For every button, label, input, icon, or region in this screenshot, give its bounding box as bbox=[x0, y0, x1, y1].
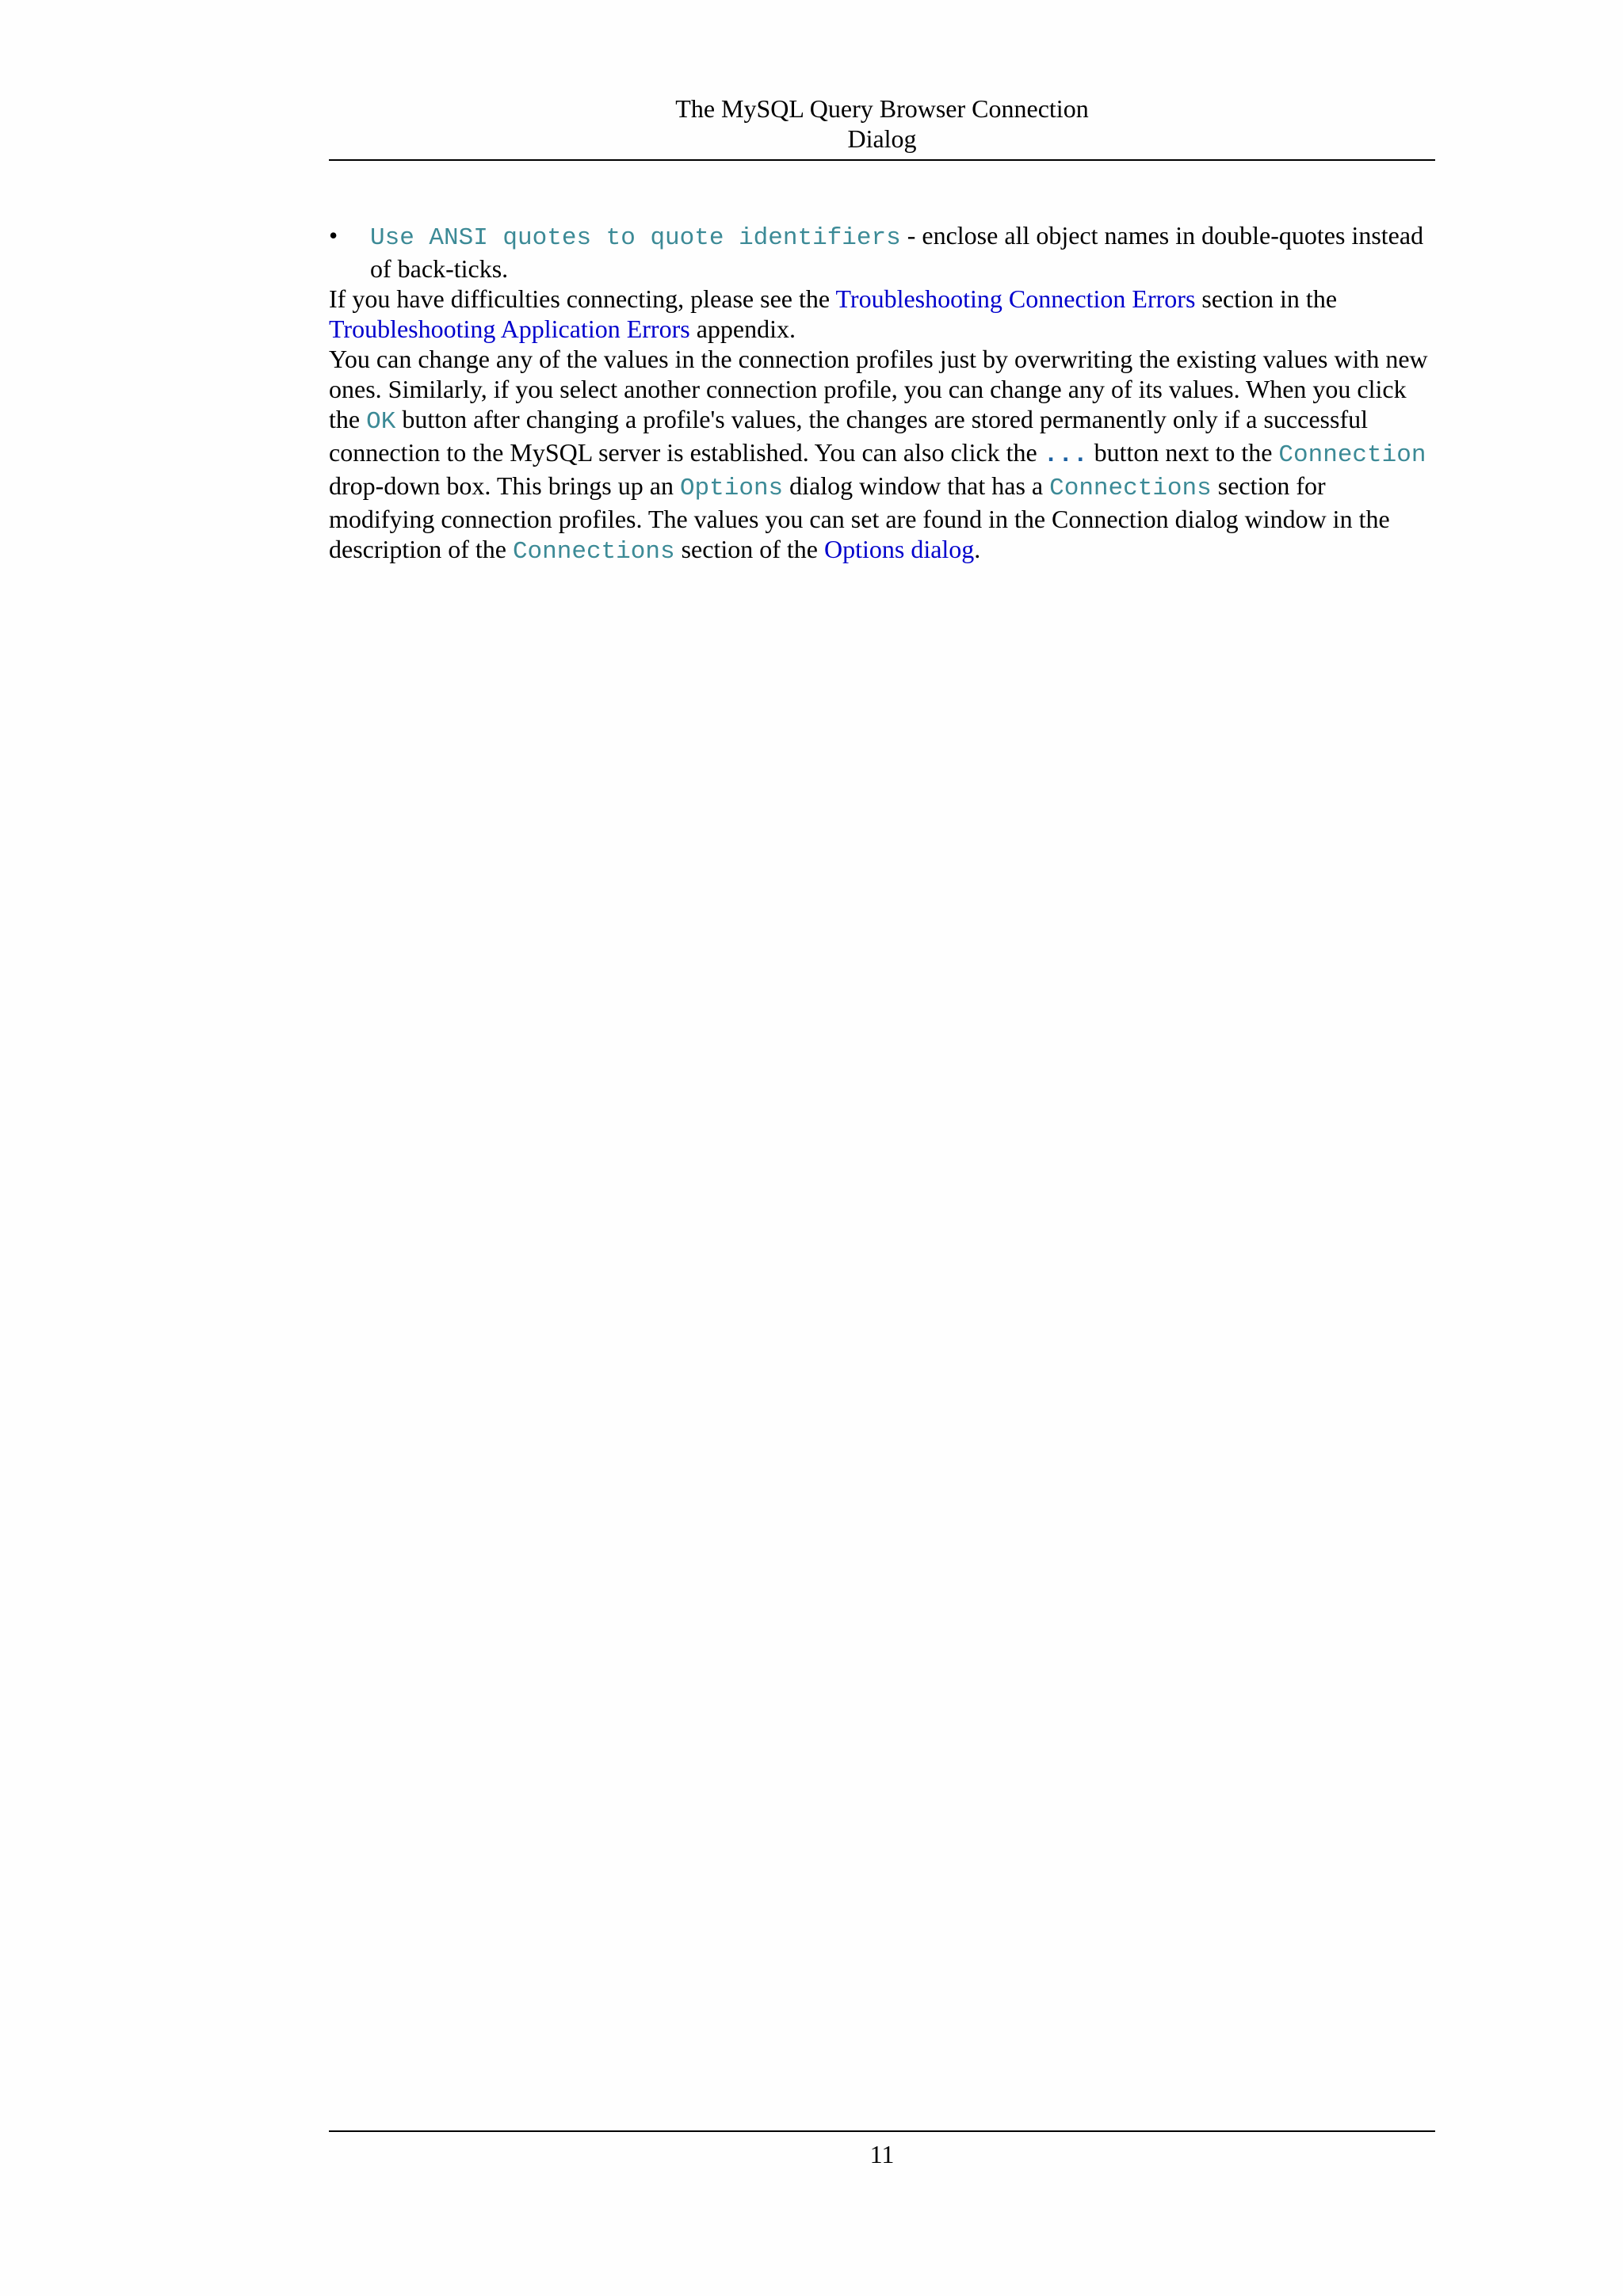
para2-text-8: . bbox=[974, 535, 981, 563]
running-header bbox=[329, 93, 1435, 154]
para1-text-2: section in the bbox=[1195, 284, 1338, 313]
para2-text-1: You can change any of the values in the connection profiles just by overwriting the existing values with new ones. Similarly, if you select another connection profile, you can change any of its values. When you click the bbox=[329, 345, 1428, 433]
para2-text-2: button after changing a profile's values, the changes are stored permanently only if a successful connection to the MySQL server is established. You can also click the bbox=[329, 405, 1368, 467]
para2-text-5: dialog window that has a bbox=[783, 471, 1050, 500]
link-troubleshooting-connection-errors[interactable]: Troubleshooting Connection Errors bbox=[835, 284, 1196, 313]
code-ellipsis-button: ... bbox=[1043, 441, 1088, 469]
document-page bbox=[329, 0, 1435, 2296]
page-number: 11 bbox=[869, 2140, 895, 2168]
footer-rule bbox=[329, 2130, 1435, 2132]
code-ok: OK bbox=[366, 408, 396, 436]
bullet-description: - enclose all object names in double-quotes instead of back-ticks. bbox=[370, 221, 1424, 283]
paragraph-connection-profiles bbox=[329, 344, 1435, 567]
bullet-item-ansi-quotes bbox=[329, 220, 1435, 284]
para2-text-3: button next to the bbox=[1087, 438, 1279, 467]
link-options-dialog[interactable]: Options dialog bbox=[823, 535, 975, 563]
para1-text-3: appendix. bbox=[689, 315, 796, 343]
para2-text-4: drop-down box. This brings up an bbox=[329, 471, 680, 500]
paragraph-troubleshooting bbox=[329, 284, 1435, 344]
header-rule bbox=[329, 159, 1435, 161]
code-options: Options bbox=[679, 475, 784, 502]
header-title-line-1: The MySQL Query Browser Connection bbox=[675, 94, 1089, 123]
option-name-code: Use ANSI quotes to quote identifiers bbox=[370, 224, 901, 252]
link-troubleshooting-application-errors[interactable]: Troubleshooting Application Errors bbox=[329, 315, 690, 343]
code-connections-1: Connections bbox=[1049, 475, 1212, 502]
bullet-mark: • bbox=[329, 221, 338, 250]
para2-text-6: section for modifying connection profiles. The values you can set are found in the Connection dialog window in the description of the bbox=[329, 471, 1390, 563]
code-connections-2: Connections bbox=[512, 538, 675, 566]
code-connection: Connection bbox=[1278, 441, 1426, 469]
para2-text-7: section of the bbox=[674, 535, 824, 563]
page-content bbox=[329, 220, 1435, 567]
para1-text-1: If you have difficulties connecting, please see the bbox=[329, 284, 836, 313]
header-title-line-2: Dialog bbox=[847, 124, 917, 153]
